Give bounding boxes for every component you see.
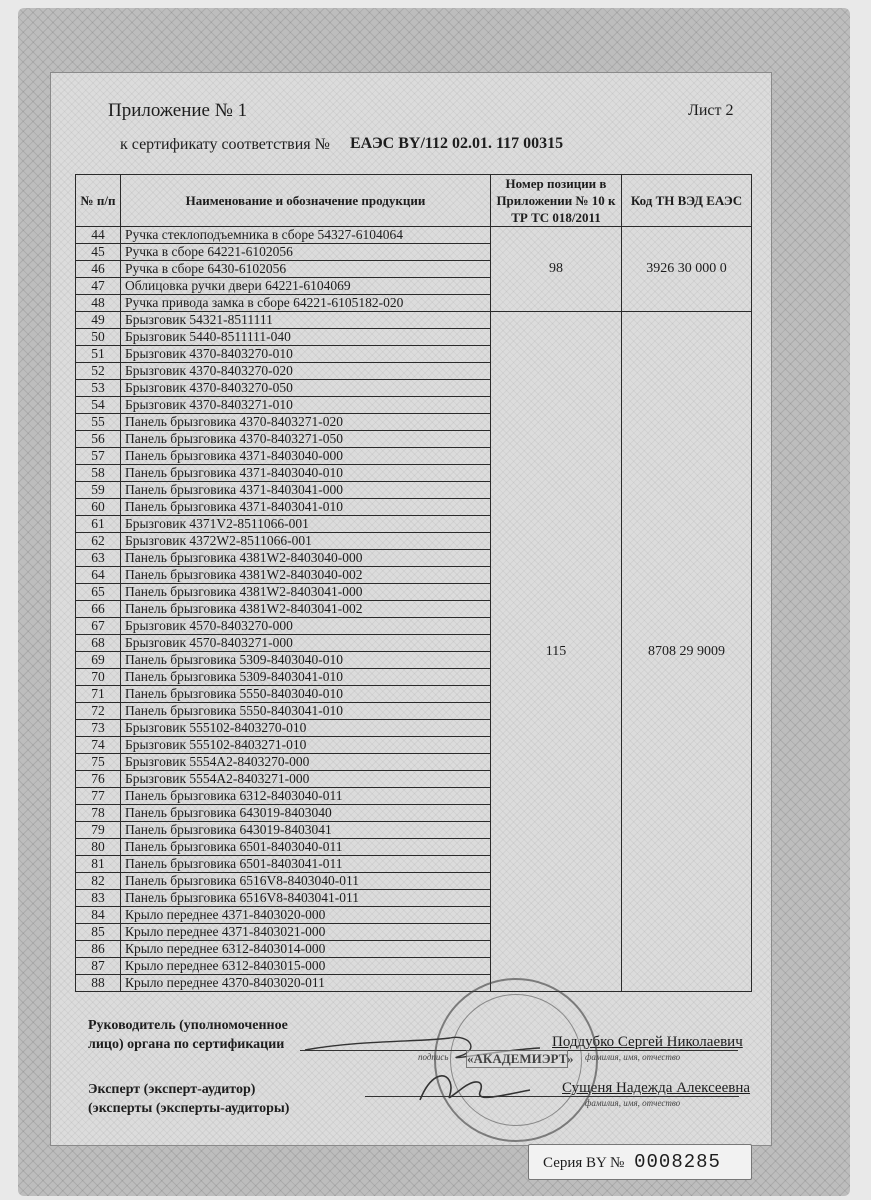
product-name: Панель брызговика 5309-8403040-010 [121,652,491,669]
row-number: 81 [76,856,121,873]
row-number: 73 [76,720,121,737]
row-number: 86 [76,941,121,958]
row-number: 76 [76,771,121,788]
product-name: Брызговик 5554A2-8403270-000 [121,754,491,771]
row-number: 87 [76,958,121,975]
row-number: 65 [76,584,121,601]
product-name: Панель брызговика 4381W2-8403041-000 [121,584,491,601]
product-name: Панель брызговика 4381W2-8403041-002 [121,601,491,618]
product-name: Панель брызговика 643019-8403040 [121,805,491,822]
row-number: 61 [76,516,121,533]
product-name: Панель брызговика 6501-8403040-011 [121,839,491,856]
code-cell: 8708 29 9009 [622,312,752,992]
series-label: Серия BY № [543,1155,625,1171]
stamp-center-text: «АКАДЕМИЭРТ» [467,1051,574,1066]
product-name: Брызговик 5554A2-8403271-000 [121,771,491,788]
product-name: Брызговик 555102-8403271-010 [121,737,491,754]
header-num: № п/п [76,175,121,227]
product-name: Панель брызговика 4371-8403041-010 [121,499,491,516]
product-name: Брызговик 4370-8403270-050 [121,380,491,397]
product-name: Крыло переднее 6312-8403014-000 [121,941,491,958]
row-number: 75 [76,754,121,771]
row-number: 71 [76,686,121,703]
row-number: 47 [76,278,121,295]
row-number: 78 [76,805,121,822]
row-number: 79 [76,822,121,839]
expert-label [88,1080,289,1118]
product-name: Панель брызговика 4371-8403040-010 [121,465,491,482]
product-name: Ручка стеклоподъемника в сборе 54327-6104064 [121,227,491,244]
expert-label-line1: Эксперт (эксперт-аудитор) [88,1082,256,1097]
row-number: 74 [76,737,121,754]
product-name: Крыло переднее 6312-8403015-000 [121,958,491,975]
row-number: 80 [76,839,121,856]
product-name: Ручка в сборе 6430-6102056 [121,261,491,278]
expert-label-line2: (эксперты (эксперты-аудиторы) [88,1101,290,1116]
position-cell: 115 [491,312,622,992]
header-position: Номер позиции в Приложении № 10 к ТР ТС 018/2011 [491,175,622,227]
product-name: Панель брызговика 6312-8403040-011 [121,788,491,805]
row-number: 66 [76,601,121,618]
head-label [88,1016,288,1054]
series-box [528,1144,752,1180]
head-label-line1: Руководитель (уполномоченное [88,1018,288,1033]
product-name: Крыло переднее 4371-8403021-000 [121,924,491,941]
row-number: 77 [76,788,121,805]
row-number: 85 [76,924,121,941]
series-number: 0008285 [634,1151,721,1173]
row-number: 54 [76,397,121,414]
product-name: Панель брызговика 4370-8403271-050 [121,431,491,448]
expert-name: Сущеня Надежда Алексеевна [562,1080,751,1096]
header-name: Наименование и обозначение продукции [121,175,491,227]
product-name: Панель брызговика 5550-8403040-010 [121,686,491,703]
row-number: 69 [76,652,121,669]
row-number: 50 [76,329,121,346]
product-name: Брызговик 4570-8403271-000 [121,635,491,652]
product-name: Брызговик 4370-8403270-020 [121,363,491,380]
product-name: Брызговик 54321-8511111 [121,312,491,329]
organization-stamp [434,978,598,1142]
product-name: Панель брызговика 5309-8403041-010 [121,669,491,686]
product-name: Брызговик 5440-8511111-040 [121,329,491,346]
row-number: 45 [76,244,121,261]
product-name: Брызговик 4372W2-8511066-001 [121,533,491,550]
row-number: 59 [76,482,121,499]
product-name: Ручка в сборе 64221-6102056 [121,244,491,261]
row-number: 52 [76,363,121,380]
row-number: 88 [76,975,121,992]
sheet-number: Лист 2 [688,102,734,119]
product-name: Брызговик 4371V2-8511066-001 [121,516,491,533]
row-number: 56 [76,431,121,448]
product-name: Панель брызговика 6516V8-8403041-011 [121,890,491,907]
head-label-line2: лицо) органа по сертификации [88,1037,285,1052]
row-number: 68 [76,635,121,652]
head-name: Поддубко Сергей Николаевич [552,1034,743,1050]
table-header-row [76,175,752,227]
code-cell: 3926 30 000 0 [622,227,752,312]
appendix-title: Приложение № 1 [108,100,248,121]
row-number: 58 [76,465,121,482]
row-number: 44 [76,227,121,244]
row-number: 67 [76,618,121,635]
expert-name-hint: фамилия, имя, отчество [585,1098,681,1108]
product-name: Брызговик 4370-8403271-010 [121,397,491,414]
header-code: Код ТН ВЭД ЕАЭС [622,175,752,227]
row-number: 46 [76,261,121,278]
row-number: 55 [76,414,121,431]
row-number: 51 [76,346,121,363]
product-name: Брызговик 4570-8403270-000 [121,618,491,635]
product-name: Панель брызговика 6516V8-8403040-011 [121,873,491,890]
product-name: Панель брызговика 4381W2-8403040-002 [121,567,491,584]
product-name: Панель брызговика 4371-8403040-000 [121,448,491,465]
row-number: 70 [76,669,121,686]
head-signature-hint: подпись [418,1052,449,1062]
product-name: Панель брызговика 5550-8403041-010 [121,703,491,720]
row-number: 48 [76,295,121,312]
product-name: Крыло переднее 4370-8403020-011 [121,975,491,992]
row-number: 84 [76,907,121,924]
row-number: 83 [76,890,121,907]
table-row [76,312,752,329]
row-number: 64 [76,567,121,584]
row-number: 62 [76,533,121,550]
table-body [76,227,752,992]
product-name: Панель брызговика 643019-8403041 [121,822,491,839]
table-row [76,227,752,244]
row-number: 57 [76,448,121,465]
product-name: Панель брызговика 4381W2-8403040-000 [121,550,491,567]
row-number: 60 [76,499,121,516]
product-name: Облицовка ручки двери 64221-6104069 [121,278,491,295]
product-name: Крыло переднее 4371-8403020-000 [121,907,491,924]
position-cell: 98 [491,227,622,312]
product-name: Панель брызговика 4371-8403041-000 [121,482,491,499]
row-number: 53 [76,380,121,397]
row-number: 82 [76,873,121,890]
products-table [75,174,752,992]
product-name: Брызговик 4370-8403270-010 [121,346,491,363]
product-name: Брызговик 555102-8403270-010 [121,720,491,737]
head-name-hint: фамилия, имя, отчество [585,1052,681,1062]
product-name: Ручка привода замка в сборе 64221-6105182-020 [121,295,491,312]
certificate-label: к сертификату соответствия № [120,136,330,153]
row-number: 49 [76,312,121,329]
product-name: Панель брызговика 6501-8403041-011 [121,856,491,873]
row-number: 63 [76,550,121,567]
certificate-number: ЕАЭС BY/112 02.01. 117 00315 [350,135,564,152]
product-name: Панель брызговика 4370-8403271-020 [121,414,491,431]
row-number: 72 [76,703,121,720]
